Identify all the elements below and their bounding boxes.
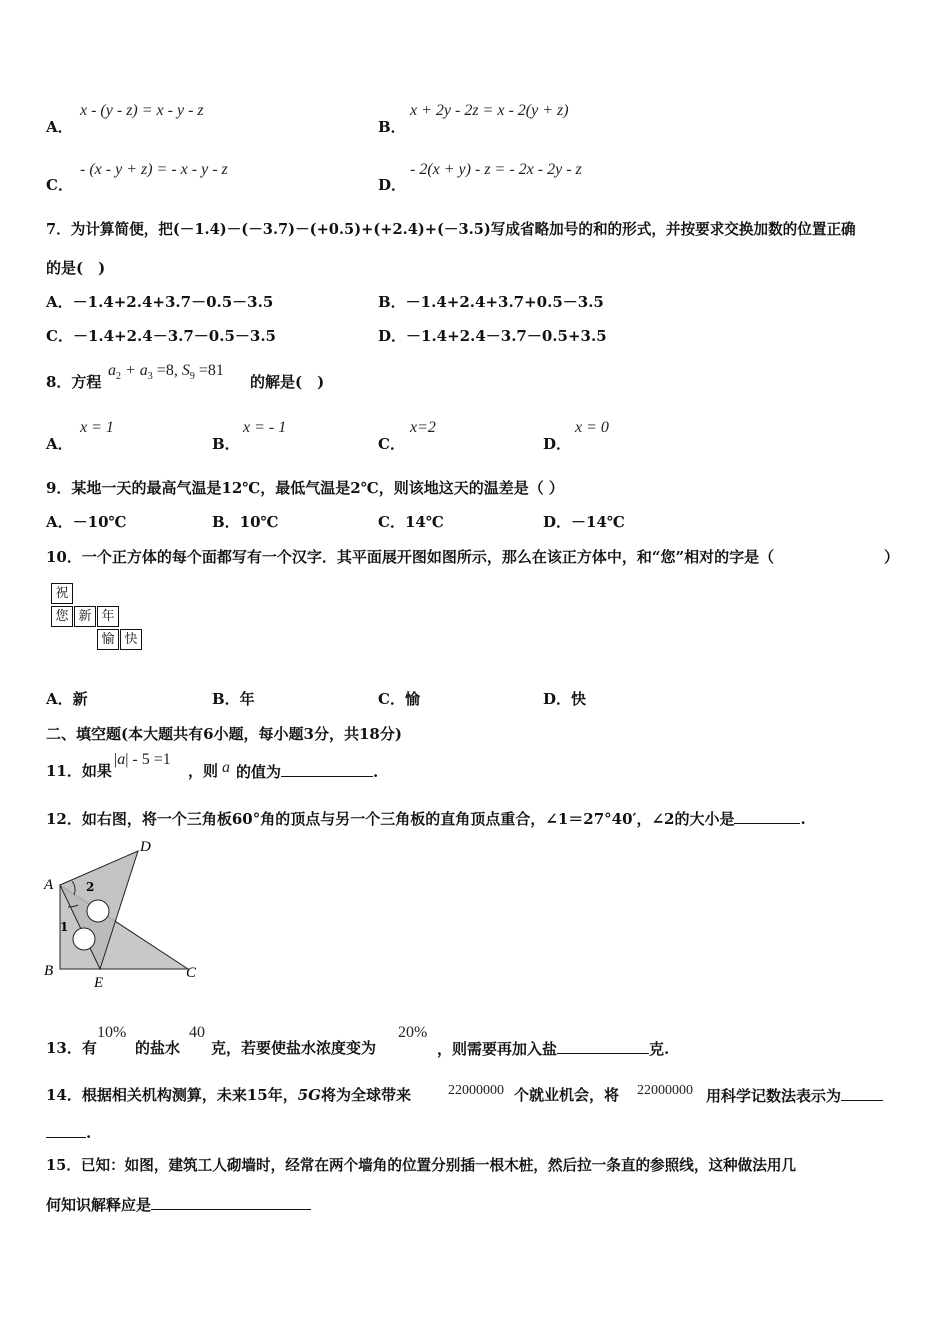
q8-stem-suffix: 的解是( ) xyxy=(250,373,325,391)
q6-option-d-expr: - 2(x + y) - z = - 2x - 2y - z xyxy=(410,161,582,178)
q14-answer-blank-line2[interactable] xyxy=(46,1123,86,1138)
q15-stem-line1: 15．已知：如图，建筑工人砌墙时，经常在两个墙角的位置分别插一根木桩，然后拉一条直的参照线，这种做法用几 xyxy=(46,1157,797,1174)
q6-option-c-expr: - (x - y + z) = - x - y - z xyxy=(80,161,228,178)
label-d: D xyxy=(140,839,151,855)
hole-lower xyxy=(73,928,95,950)
q14-part4: 用科学记数法表示为 xyxy=(706,1086,883,1105)
q11-variable: a xyxy=(222,759,230,776)
q11-mid: ，则 xyxy=(188,762,219,780)
q14-line2: . xyxy=(46,1123,91,1142)
q13-part2: 的盐水 xyxy=(135,1039,181,1057)
section-2-heading: 二、填空题(本大题共有6小题，每小题3分，共18分) xyxy=(46,725,402,743)
q7-stem-line2: 的是( ) xyxy=(46,259,106,277)
q13-initial-concentration: 10% xyxy=(97,1024,127,1041)
q10-stem: 10．一个正方体的每个面都写有一个汉字．其平面展开图如图所示，那么在该正方体中，和“您”相对的字是（ xyxy=(46,548,775,566)
q8-option-d-expr: x = 0 xyxy=(575,419,609,436)
q9-option-d: D．－14℃ xyxy=(543,513,625,531)
q8-option-a-expr: x = 1 xyxy=(80,419,114,436)
label-e: E xyxy=(94,975,104,991)
q10-option-a: A．新 xyxy=(46,690,88,708)
q9-stem: 9．某地一天的最高气温是12℃，最低气温是2℃，则该地这天的温差是（ ） xyxy=(46,479,564,497)
label-c: C xyxy=(186,965,197,981)
q13-part4: ，则需要再加入盐 克. xyxy=(437,1040,670,1058)
q8-option-d-label: D． xyxy=(543,435,572,453)
q11-answer-blank[interactable] xyxy=(281,762,373,777)
q13-part1: 13．有 xyxy=(46,1039,97,1057)
q6-option-c-label: C． xyxy=(46,176,73,194)
q8-equation: $a_2 + a_3 =8$, $S_9 =81$ xyxy=(108,362,224,382)
q14-part1: 14．根据相关机构测算，未来15年，5G将为全球带来 xyxy=(46,1086,412,1104)
q9-option-c: C．14℃ xyxy=(378,513,444,531)
q9-option-a: A．－10℃ xyxy=(46,513,127,531)
label-b: B xyxy=(44,963,54,979)
q13-answer-blank[interactable] xyxy=(557,1039,649,1054)
label-angle-2: 2 xyxy=(86,880,95,894)
q14-number-2: 22000000 xyxy=(637,1083,693,1098)
q14-number-1: 22000000 xyxy=(448,1083,504,1098)
q6-option-a-expr: x - (y - z) = x - y - z xyxy=(80,102,204,119)
q12-stem: 12．如右图，将一个三角板60°角的顶点与另一个三角板的直角顶点重合，∠1＝27°40′，∠2的大小是 . xyxy=(46,810,806,828)
q6-option-b-expr: x + 2y - 2z = x - 2(y + z) xyxy=(410,102,569,119)
q10-option-d: D．快 xyxy=(543,690,587,708)
net-cell-xin: 新 xyxy=(74,606,96,627)
q11-prefix: 11．如果 xyxy=(46,762,112,780)
q13-part3: 克，若要使盐水浓度变为 xyxy=(211,1039,377,1057)
q8-option-b-expr: x = - 1 xyxy=(243,419,287,436)
q11-equation: |a| - 5 =1 xyxy=(114,751,171,768)
q8-option-c-label: C． xyxy=(378,435,405,453)
net-cell-nin: 您 xyxy=(51,606,73,627)
q6-option-a-label: A． xyxy=(46,118,73,136)
q13-target-concentration: 20% xyxy=(398,1024,428,1041)
q8-option-b-label: B． xyxy=(212,435,240,453)
net-cell-kuai: 快 xyxy=(120,629,142,650)
q7-stem-line1: 7．为计算简便，把(－1.4)－(－3.7)－(+0.5)+(+2.4)+(－3.5)写成省略加号的和的形式，并按要求交换加数的位置正确 xyxy=(46,221,856,238)
q10-option-b: B．年 xyxy=(212,690,255,708)
q7-option-d: D．－1.4+2.4－3.7－0.5+3.5 xyxy=(378,327,607,345)
q15-stem-line2: 何知识解释应是 xyxy=(46,1195,311,1214)
triangle-figure xyxy=(40,835,210,995)
q8-option-a-label: A． xyxy=(46,435,73,453)
q14-part3: 个就业机会，将 xyxy=(514,1086,620,1104)
q7-option-a: A．－1.4+2.4+3.7－0.5－3.5 xyxy=(46,293,274,311)
q10-stem-close: ） xyxy=(884,548,900,566)
net-cell-yu: 愉 xyxy=(97,629,119,650)
q13-mass: 40 xyxy=(189,1024,205,1041)
label-a: A xyxy=(44,877,54,893)
q9-option-b: B．10℃ xyxy=(212,513,279,531)
q7-option-c: C．－1.4+2.4－3.7－0.5－3.5 xyxy=(46,327,276,345)
q7-option-b: B．－1.4+2.4+3.7+0.5－3.5 xyxy=(378,293,604,311)
q11-suffix: 的值为 . xyxy=(236,763,379,781)
q10-option-c: C．愉 xyxy=(378,690,420,708)
q14-answer-blank-line1[interactable] xyxy=(841,1086,883,1101)
q8-stem-prefix: 8．方程 xyxy=(46,373,102,391)
hole-upper xyxy=(87,900,109,922)
q6-option-b-label: B． xyxy=(378,118,406,136)
q8-option-c-expr: x=2 xyxy=(410,419,436,436)
net-cell-zhu: 祝 xyxy=(51,583,73,604)
label-angle-1: 1 xyxy=(60,920,69,934)
net-cell-nian: 年 xyxy=(97,606,119,627)
q15-answer-blank[interactable] xyxy=(151,1195,311,1210)
q12-answer-blank[interactable] xyxy=(734,809,800,824)
q6-option-d-label: D． xyxy=(378,176,407,194)
